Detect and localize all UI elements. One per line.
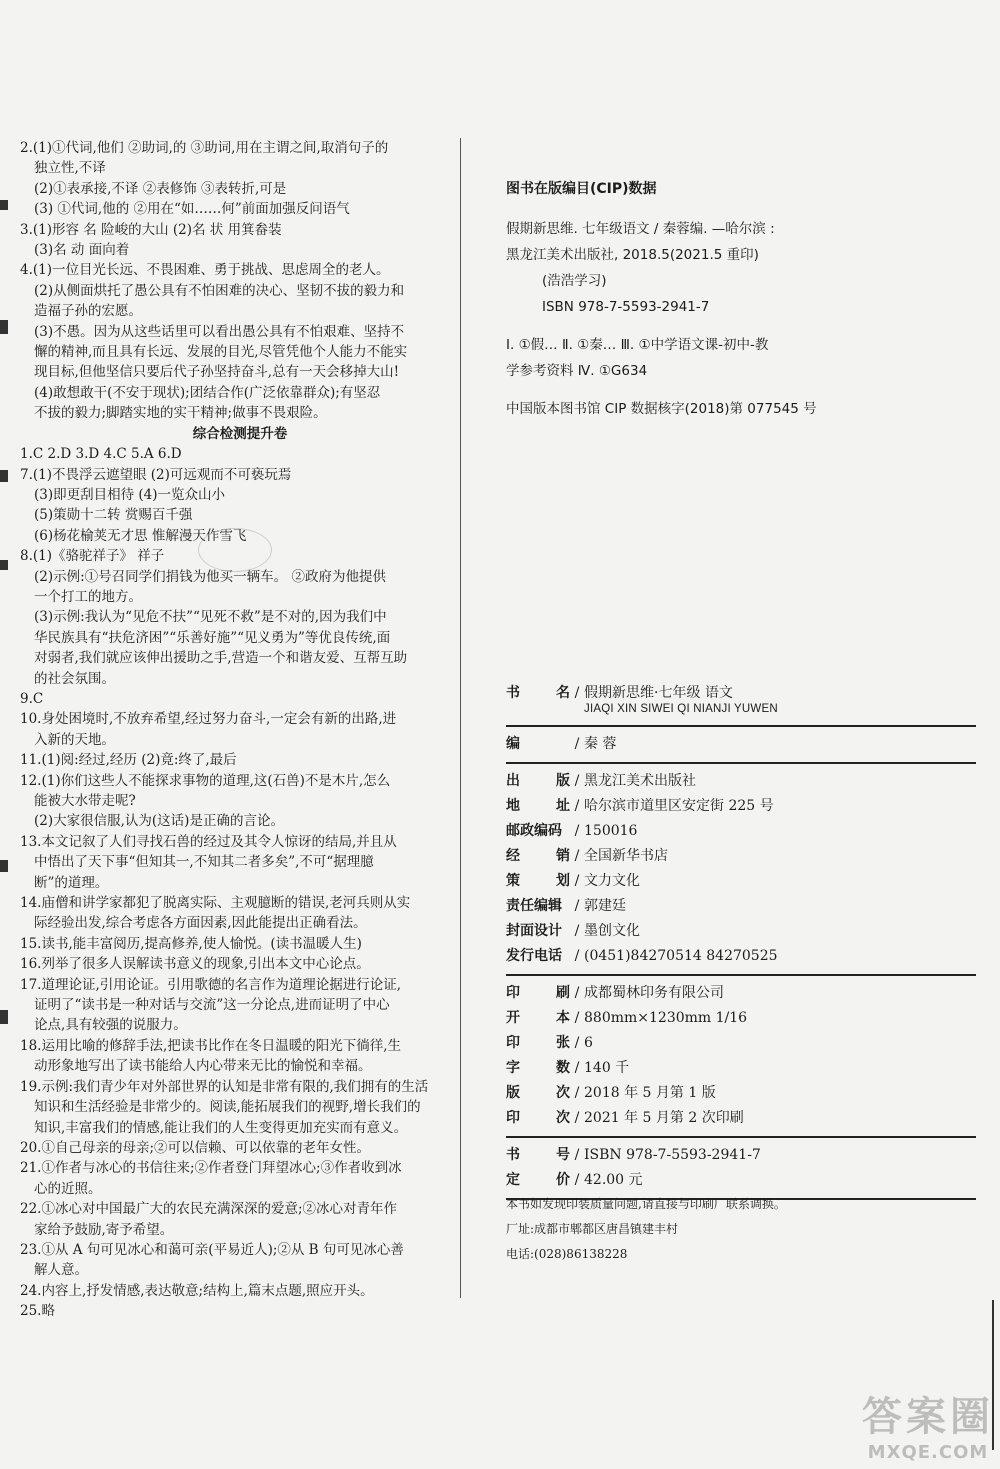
answer-line: 8.(1)《骆驼祥子》 祥子: [20, 548, 165, 565]
answer-line: 10.身处困境时,不放弃希望,经过努力奋斗,一定会有新的出路,进: [20, 711, 397, 728]
copyright-separator: /: [574, 873, 580, 889]
margin-fragment: [0, 1010, 8, 1024]
copyright-separator: /: [574, 1085, 580, 1101]
answer-line: 19.示例:我们青少年对外部世界的认知是非常有限的,我们拥有的生活: [20, 1078, 429, 1095]
answer-line: (5)策勋十二转 赏赐百千强: [34, 507, 193, 524]
answer-line: 9.C: [20, 690, 44, 707]
answer-line: 的社会氛围。: [34, 670, 115, 687]
copyright-label: 印 张: [506, 1035, 570, 1051]
note-line: 本书如发现印装质量问题,请直接与印刷厂联系调换。: [506, 1197, 786, 1211]
answer-line: (3)不愚。因为从这些话里可以看出愚公具有不怕艰难、坚持不: [34, 323, 405, 340]
table-rule: [506, 1136, 976, 1138]
cip-line: 黑龙江美术出版社, 2018.5(2021.5 重印): [506, 247, 759, 263]
copyright-separator: /: [574, 685, 580, 701]
answer-line: 解人意。: [34, 1262, 88, 1279]
copyright-separator: /: [574, 1060, 580, 1076]
copyright-value: 2018 年 5 月第 1 版: [584, 1085, 716, 1101]
copyright-row: [506, 1082, 976, 1107]
copyright-value: 150016: [584, 823, 638, 839]
copyright-separator: /: [574, 1172, 580, 1188]
answer-line: (6)杨花榆荚无才思 惟解漫天作雪飞: [34, 527, 247, 544]
answer-line: 7.(1)不畏浮云遮望眼 (2)可远观而不可亵玩焉: [20, 466, 292, 483]
copyright-value: 140 千: [584, 1060, 630, 1076]
answer-line: 现目标,但他坚信只要后代子孙坚持奋斗,总有一天会移掉大山!: [34, 364, 400, 381]
table-rule: [506, 762, 976, 764]
answer-line: (3) ①代词,他的 ②用在“如……何”前面加强反问语气: [34, 201, 350, 218]
copyright-separator: /: [574, 736, 580, 752]
answer-line: 11.(1)阅:经过,经历 (2)竟:终了,最后: [20, 752, 237, 769]
answer-line: 3.(1)形容 名 险峻的大山 (2)名 状 用箕畚装: [20, 221, 282, 238]
answer-line: 18.运用比喻的修辞手法,把读书比作在冬日温暖的阳光下徜徉,生: [20, 1037, 402, 1054]
answer-line: 22.①冰心对中国最广大的农民充满深深的爱意;②冰心对青年作: [20, 1201, 398, 1218]
margin-fragment: [0, 560, 8, 570]
watermark-text: 答案圈: [862, 1394, 994, 1440]
copyright-separator: /: [574, 1010, 580, 1026]
cip-block: [506, 178, 976, 422]
copyright-row: [506, 1144, 976, 1169]
copyright-label: 开 本: [506, 1010, 570, 1026]
table-rule: [506, 725, 976, 727]
answer-line: 21.①作者与冰心的书信往来;②作者登门拜望冰心;③作者收到冰: [20, 1160, 402, 1177]
answer-line: 论点,具有较强的说服力。: [34, 1017, 187, 1034]
faint-stamp: [198, 528, 272, 572]
copyright-value: 6: [584, 1035, 593, 1051]
answer-line: 2.(1)①代词,他们 ②助词,的 ③助词,用在主谓之间,取消句子的: [20, 140, 389, 156]
copyright-label: 经 销: [506, 848, 570, 864]
margin-fragment: [0, 320, 8, 334]
answer-line: 17.道理论证,引用论证。引用歌德的名言作为道理论据进行论证,: [20, 976, 402, 993]
answer-line: 12.(1)你们这些人不能探求事物的道理,这(石兽)不是木片,怎么: [20, 772, 391, 789]
answer-line: 知识和生活经验是非常少的。阅读,能拓展我们的视野,增长我们的: [34, 1099, 421, 1116]
copyright-value: 文力文化: [584, 873, 640, 889]
copyright-row: [506, 733, 976, 758]
cip-check-line: 中国版本图书馆 CIP 数据核字(2018)第 077545 号: [506, 401, 817, 417]
copyright-row: [506, 870, 976, 895]
copyright-row: [506, 1057, 976, 1082]
copyright-row: [506, 1107, 976, 1132]
cip-class-line: Ⅰ. ①假… Ⅱ. ①秦… Ⅲ. ①中学语文课-初中-教: [506, 337, 769, 353]
answer-line: 4.(1)一位目光长远、不畏困难、勇于挑战、思虑周全的老人。: [20, 262, 390, 279]
copyright-value: 全国新华书店: [584, 848, 668, 864]
answer-line: 23.①从 A 句可见冰心和蔼可亲(平易近人);②从 B 句可见冰心善: [20, 1241, 404, 1258]
copyright-row: [506, 895, 976, 920]
answer-line: 造福子孙的宏愿。: [34, 303, 142, 320]
answer-line: (2)示例:①号召同学们捐钱为他买一辆车。 ②政府为他提供: [34, 568, 386, 585]
copyright-label: 地 址: [506, 798, 570, 814]
copyright-label: 书 名: [506, 685, 570, 701]
copyright-value: 2021 年 5 月第 2 次印刷: [584, 1110, 744, 1126]
copyright-value: 42.00 元: [584, 1172, 643, 1188]
answer-line: (4)敢想敢干(不安于现状);团结合作(广泛依靠群众);有坚忍: [34, 384, 381, 401]
answer-line: 13.本文记叙了人们寻找石兽的经过及其令人惊讶的结局,并且从: [20, 833, 397, 850]
copyright-label: 发行电话: [506, 948, 562, 964]
copyright-value: 880mm×1230mm 1/16: [584, 1010, 748, 1026]
answer-line: (2)大家很信服,认为(这话)是正确的言论。: [34, 813, 284, 830]
answer-line: 16.列举了很多人误解读书意义的现象,引出本文中心论点。: [20, 956, 370, 973]
copyright-separator: /: [574, 1110, 580, 1126]
title-pinyin: JIAQI XIN SIWEI QI NIANJI YUWEN: [584, 703, 778, 715]
answer-line: (2)从侧面烘托了愚公具有不怕困难的决心、坚韧不拔的毅力和: [34, 282, 405, 299]
copyright-label: 书 号: [506, 1147, 570, 1163]
copyright-label: 出 版: [506, 773, 570, 789]
copyright-value: 成都蜀林印务有限公司: [584, 985, 724, 1001]
margin-fragment: [0, 200, 8, 210]
copyright-value: 假期新思维·七年级 语文: [584, 685, 733, 701]
answer-line: 际经验出发,综合考虑各方面因素,因此能提出正确看法。: [34, 915, 367, 932]
copyright-label: 印 次: [506, 1110, 570, 1126]
copyright-label: 责任编辑: [506, 898, 562, 914]
margin-fragment: [0, 470, 8, 482]
section-title: 综合检测提升卷: [192, 425, 288, 442]
answer-line: 不拔的毅力;脚踏实地的实干精神;做事不畏艰险。: [34, 405, 327, 422]
cip-class-line: 学参考资料 Ⅳ. ①G634: [506, 363, 648, 379]
copyright-row: [506, 845, 976, 870]
copyright-separator: /: [574, 985, 580, 1001]
copyright-separator: /: [574, 923, 580, 939]
answer-line: 知识,丰富我们的情感,能让我们的人生变得更加充实而有意义。: [34, 1119, 408, 1136]
copyright-value: (0451)84270514 84270525: [584, 948, 778, 964]
copyright-value: 秦 蓉: [584, 736, 617, 752]
answer-line: (3)即更刮目相待 (4)一览众山小: [34, 486, 226, 503]
note-line: 电话:(028)86138228: [506, 1247, 628, 1261]
copyright-value: 墨创文化: [584, 923, 640, 939]
cip-line: 假期新思维. 七年级语文 / 秦蓉编. —哈尔滨 :: [506, 221, 775, 237]
answer-line: (3)名 动 面向着: [34, 242, 130, 259]
copyright-label: 封面设计: [506, 923, 562, 939]
copyright-separator: /: [574, 773, 580, 789]
copyright-label: 字 数: [506, 1060, 570, 1076]
answer-line: 独立性,不译: [34, 160, 106, 177]
copyright-separator: /: [574, 1147, 580, 1163]
copyright-row: [506, 1032, 976, 1057]
copyright-row: [506, 945, 976, 970]
answer-line: 20.①自己母亲的母亲;②可以信赖、可以依靠的老年女性。: [20, 1139, 371, 1156]
copyright-row: [506, 770, 976, 795]
answer-line: 中悟出了天下事“但知其一,不知其二者多矣”,不可“据理臆: [34, 854, 374, 871]
copyright-value: 郭建廷: [584, 898, 626, 914]
answer-line: 华民族具有“扶危济困”“乐善好施”“见义勇为”等优良传统,面: [34, 629, 391, 646]
answer-line: 14.庙僧和讲学家都犯了脱离实际、主观臆断的错误,老河兵则从实: [20, 895, 411, 912]
copyright-separator: /: [574, 1035, 580, 1051]
copyright-label: 印 刷: [506, 985, 570, 1001]
copyright-separator: /: [574, 848, 580, 864]
copyright-row: [506, 820, 976, 845]
answer-line: 1.C 2.D 3.D 4.C 5.A 6.D: [20, 446, 182, 463]
answer-line: 心的近照。: [34, 1180, 102, 1197]
copyright-row: [506, 1169, 976, 1194]
copyright-label: 版 次: [506, 1085, 570, 1101]
answer-line: 15.读书,能丰富阅历,提高修养,使人愉悦。(读书温暖人生): [20, 935, 362, 952]
answer-line: 证明了“读书是一种对话与交流”这一分论点,进而证明了中心: [34, 997, 390, 1014]
watermark-url: MXQE.COM: [867, 1442, 989, 1463]
margin-fragment: [0, 860, 8, 872]
copyright-label: 邮政编码: [506, 823, 562, 839]
answer-line: 动形象地写出了读书能给人内心带来无比的愉悦和幸福。: [34, 1058, 372, 1075]
copyright-label: 策 划: [506, 873, 570, 889]
copyright-separator: /: [574, 948, 580, 964]
copyright-row: [506, 982, 976, 1007]
watermark-logo: [862, 1385, 994, 1463]
answer-line: 入新的天地。: [34, 731, 115, 748]
table-rule: [506, 974, 976, 976]
cip-title: 图书在版编目(CIP)数据: [506, 181, 657, 197]
copyright-value: 黑龙江美术出版社: [584, 773, 696, 789]
copyright-row: [506, 795, 976, 820]
answer-line: (3)示例:我认为“见危不扶”“见死不救”是不对的,因为我们中: [34, 609, 387, 626]
printer-notes: [506, 1192, 976, 1267]
answer-line: 25.略: [20, 1303, 55, 1320]
cip-line: ISBN 978-7-5593-2941-7: [542, 299, 710, 315]
note-line: 厂址:成都市郫都区唐昌镇建丰村: [506, 1222, 679, 1236]
answer-line: 能被大水带走呢?: [34, 793, 136, 809]
answer-line: (2)①表承接,不译 ②表修饰 ③表转折,可是: [34, 180, 287, 197]
copyright-value: ISBN 978-7-5593-2941-7: [584, 1147, 761, 1163]
answer-line: 断”的道理。: [34, 874, 109, 891]
answer-column: [20, 138, 460, 1322]
copyright-separator: /: [574, 898, 580, 914]
answer-line: 对弱者,我们就应该伸出援助之手,营造一个和谐友爱、互帮互助: [34, 650, 408, 667]
cip-line: (浩浩学习): [542, 273, 607, 289]
copyright-row: [506, 1007, 976, 1032]
copyright-label: 定 价: [506, 1172, 570, 1188]
copyright-value: 哈尔滨市道里区安定街 225 号: [584, 798, 774, 814]
answer-line: 一个打工的地方。: [34, 588, 142, 605]
answer-line: 家给予鼓励,寄予希望。: [34, 1221, 174, 1238]
copyright-label: 编: [506, 736, 520, 752]
copyright-table: [506, 682, 976, 1206]
answer-line: 懈的精神,而且具有长远、发展的目光,尽管凭他个人能力不能实: [34, 344, 408, 361]
answer-line: 24.内容上,抒发情感,表达敬意;结构上,篇末点题,照应开头。: [20, 1282, 374, 1299]
copyright-separator: /: [574, 798, 580, 814]
copyright-row: [506, 920, 976, 945]
copyright-separator: /: [574, 823, 580, 839]
column-divider: [460, 138, 461, 1298]
